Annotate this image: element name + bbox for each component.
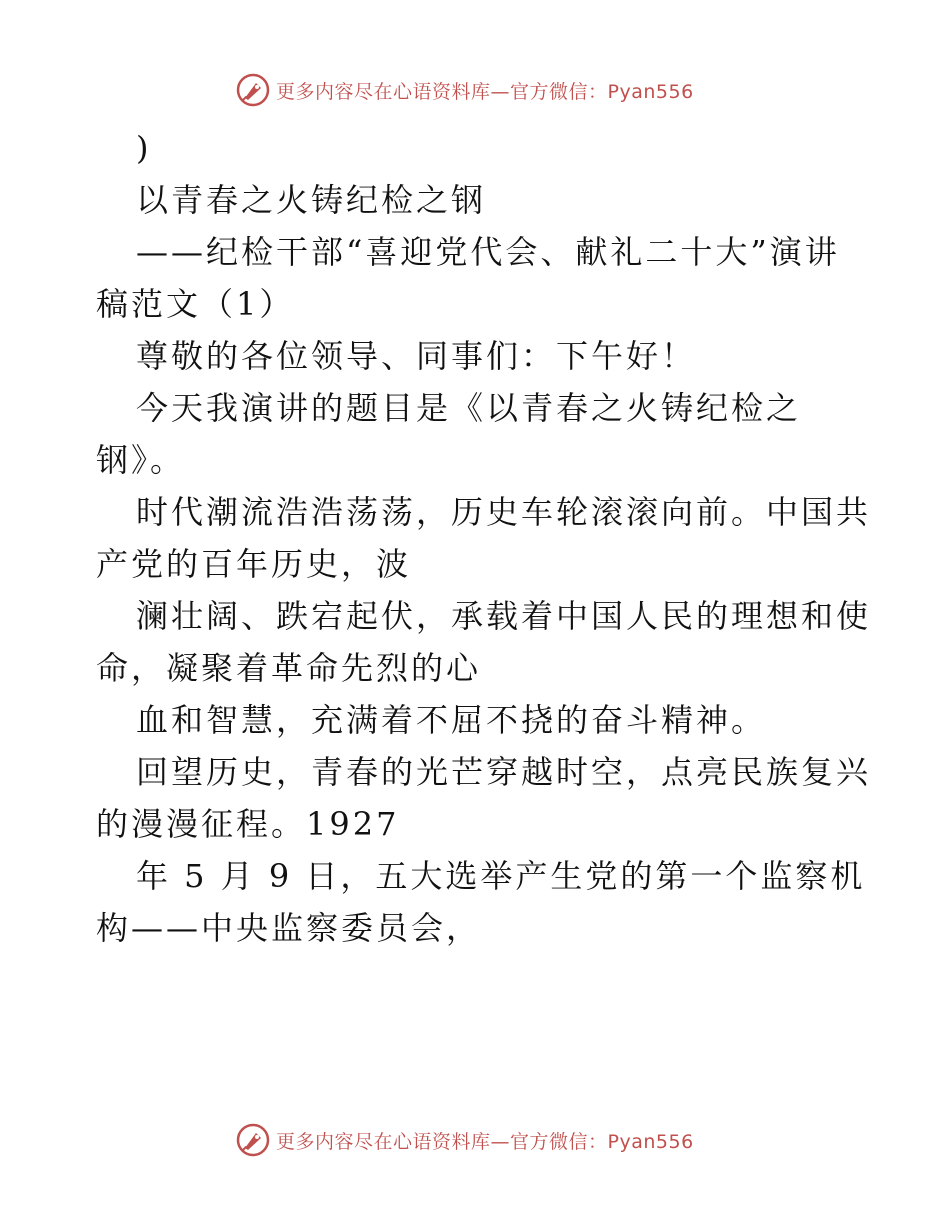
- watermark-text: 更多内容尽在心语资料库—官方微信：Pyan556: [276, 1130, 694, 1153]
- paragraph-continued: 钢》。: [96, 441, 186, 479]
- paragraph-continued: 产党的百年历史，波: [96, 545, 412, 583]
- pen-nib-logo-icon: [236, 73, 270, 107]
- paragraph: 今天我演讲的题目是《以青春之火铸纪检之: [136, 389, 802, 427]
- header-watermark: [236, 72, 694, 108]
- paragraph-continued: 命，凝聚着革命先烈的心: [96, 649, 482, 687]
- paragraph-continued: 的漫漫征程。1927: [96, 805, 400, 843]
- document-subtitle-continued: 稿范文（1）: [96, 285, 295, 323]
- paragraph: 回望历史，青春的光芒穿越时空，点亮民族复兴: [136, 753, 872, 791]
- paragraph: 血和智慧，充满着不屈不挠的奋斗精神。: [136, 701, 767, 739]
- document-body: [96, 122, 872, 954]
- watermark-text: 更多内容尽在心语资料库—官方微信：Pyan556: [276, 80, 694, 103]
- greeting: 尊敬的各位领导、同事们：下午好！: [136, 337, 697, 375]
- paragraph-continued: 构——中央监察委员会，: [96, 909, 482, 947]
- pen-nib-logo-icon: [236, 1123, 270, 1157]
- paragraph: ): [136, 129, 152, 167]
- paragraph: 年 5 月 9 日，五大选举产生党的第一个监察机: [136, 857, 866, 895]
- paragraph: 澜壮阔、跌宕起伏，承载着中国人民的理想和使: [136, 597, 872, 635]
- document-title: 以青春之火铸纪检之钢: [136, 181, 487, 219]
- paragraph: 时代潮流浩浩荡荡，历史车轮滚滚向前。中国共: [136, 493, 872, 531]
- document-subtitle: ——纪检干部“喜迎党代会、献礼二十大”演讲: [136, 233, 840, 271]
- footer-watermark: [236, 1122, 694, 1158]
